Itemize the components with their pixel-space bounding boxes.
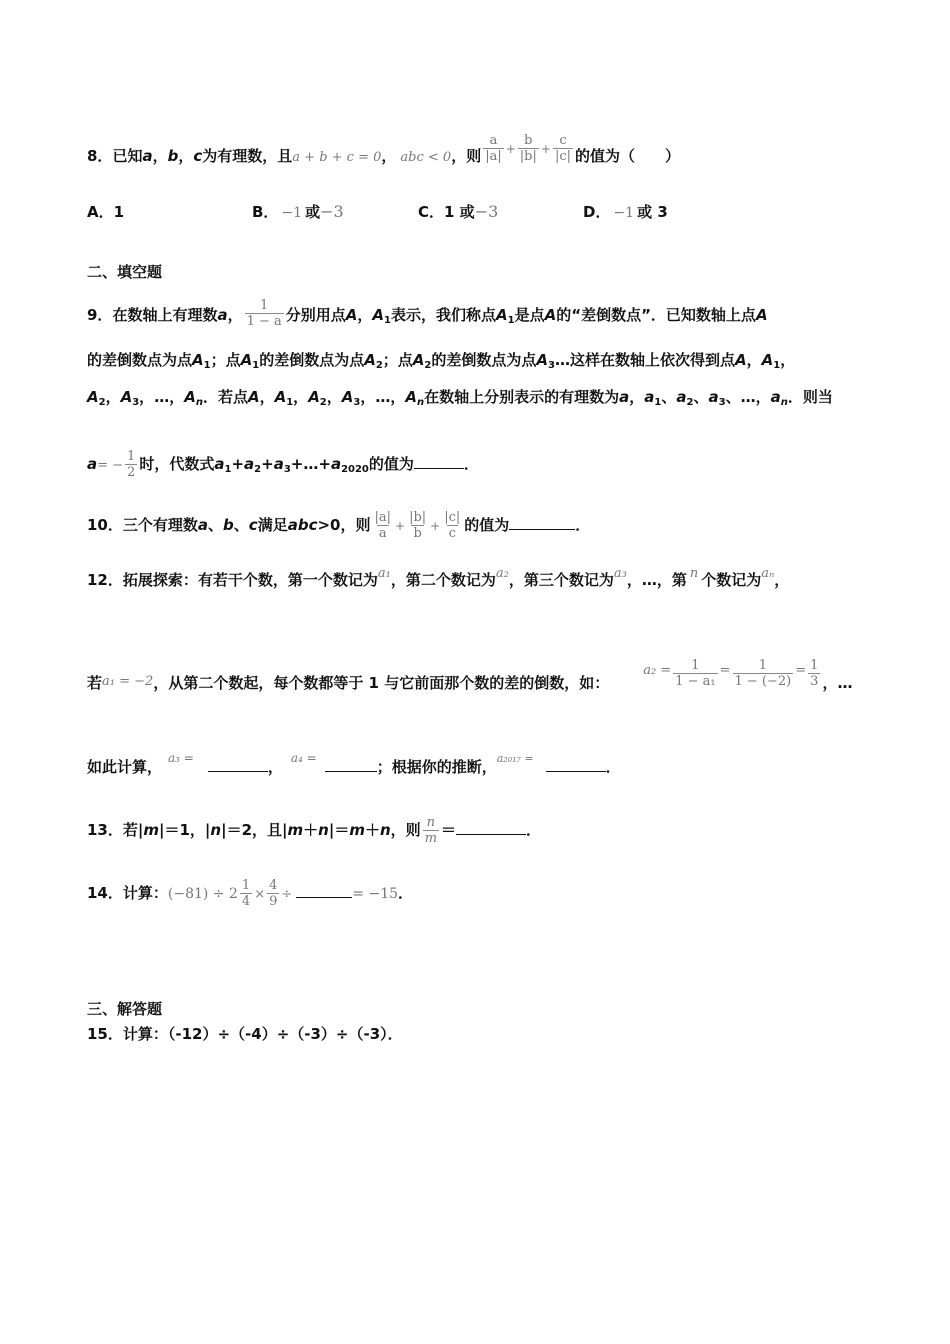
q8-number: 8． [87, 147, 113, 165]
q12-line-2: 若a₁ = −2，从第二个数起，每个数都等于 1 与它前面那个数的差的倒数，如：a₂ = $\frac{1}{\text{1 − a₁}}$ = $\frac{1}{1 - (-2)}$ = $\frac{1}{3}$ ，… [87, 658, 853, 692]
q8-fraction-c: $\frac{c}{|c|}$ [554, 133, 571, 164]
q9-answer-blank[interactable] [414, 454, 464, 469]
q9-line-3: $A_2$，$A_3$，…，$A_n$．若点A，$A_1$，$A_2$，$A_3$，…，$A_n$在数轴上分别表示的有理数为a，$a_1$、$a_2$、$a_3$、…，$a_n$．则当 [87, 388, 833, 408]
q13-line: 13．若|m|＝1，|n|＝2，且|m＋n|＝m＋n，则 $\frac{n}{m}$ ＝ ． [87, 815, 542, 846]
q12-fraction-1: $\frac{1}{\text{1 − a₁}}$ [675, 658, 716, 689]
q12-a2017-answer-blank[interactable] [546, 757, 606, 772]
q12-number: 12． [87, 571, 123, 589]
q10-fraction-a: $\frac{|a|}{a}$ [374, 510, 392, 541]
q14-fraction: $\frac{4}{9}$ [269, 878, 278, 909]
q9-fraction: $\frac{1}{1 - a}$ [246, 298, 282, 329]
q10-fraction-c: $\frac{|c|}{c}$ [444, 510, 461, 541]
q9-line-2: 的差倒数点为点$A_1$；点$A_1$的差倒数点为点$A_2$；点$A_2$的差倒数点为点$A_3\dots$这样在数轴上依次得到点A，$A_1$， [87, 351, 796, 371]
q10-fraction-b: $\frac{|b|}{b}$ [409, 510, 427, 541]
q12-fraction-2: $\frac{1}{1 - (-2)}$ [734, 658, 792, 689]
q8-option-a[interactable]: A．1 [87, 203, 125, 221]
q12-line-3: 如此计算， $^{a_3 =}$ ， $^{a_4 =}$ ；根据你的推断，$^{a_{2017} =}$ ． [87, 751, 621, 776]
q14-mixed-fraction: $\frac{1}{4}$ [241, 878, 251, 909]
section-fill-in-blank-heading: 二、填空题 [87, 263, 163, 281]
q14-line: 14．计算：(−81) ÷ 2 $\frac{1}{4}$ × $\frac{4}{9}$ ÷ = −15． [87, 878, 414, 909]
q15-line: 15．计算：（-12）÷（-4）÷（-3）÷（-3）． [87, 1025, 403, 1043]
q9-line-1: 9．在数轴上有理数a， $\frac{1}{1 - a}$ 分别用点A，$A_1$表示，我们称点$A_1$是点A的“差倒数点”．已知数轴上点A [87, 298, 768, 329]
q12-line-1: 12．拓展探索：有若干个数，第一个数记为a₁，第二个数记为a₂，第三个数记为a₃，…，第 n 个数记为aₙ， [87, 566, 790, 589]
q8-fraction-a: $\frac{a}{|a|}$ [485, 133, 502, 164]
q12-fraction-3: $\frac{1}{3}$ [810, 658, 819, 689]
q9-line-4: a= − $\frac{1}{2}$ 时，代数式$a_1+a_2+a_3+\dots+a_{2020}$的值为 ． [87, 449, 479, 480]
q15-number: 15． [87, 1025, 123, 1043]
q14-answer-blank[interactable] [296, 883, 352, 898]
q8-fraction-b: $\frac{b}{|b|}$ [519, 133, 537, 164]
q9-number: 9． [87, 306, 113, 324]
q8-condition-sum: a + b + c = 0 [292, 150, 382, 165]
q9-half-fraction: $\frac{1}{2}$ [127, 449, 136, 480]
q8-option-d[interactable]: D． −1 或 3 [583, 203, 668, 221]
q12-a4-answer-blank[interactable] [325, 757, 377, 772]
q10-number: 10． [87, 516, 123, 534]
q8-option-b[interactable]: B． −1 或−3 [252, 202, 344, 221]
q8-option-c[interactable]: C．1 或−3 [418, 202, 499, 221]
q14-number: 14． [87, 884, 123, 902]
section-solution-heading: 三、解答题 [87, 1000, 163, 1018]
q12-a3-answer-blank[interactable] [208, 757, 268, 772]
q8-line: 8．已知a，b，c为有理数，且a + b + c = 0， abc < 0，则 $\frac{a}{|a|}$ + $\frac{b}{|b|}$ + $\frac{c}{|c|}$ 的值为（ ） [87, 133, 680, 165]
q8-condition-product: abc < 0 [400, 150, 452, 165]
q13-fraction: $\frac{n}{m}$ [424, 815, 438, 846]
q10-line: 10．三个有理数a、b、c满足abc>0，则 $\frac{|a|}{a}$ + $\frac{|b|}{b}$ + $\frac{|c|}{c}$ 的值为 ． [87, 510, 591, 541]
q10-answer-blank[interactable] [509, 515, 575, 530]
q13-number: 13． [87, 821, 123, 839]
q13-answer-blank[interactable] [456, 820, 526, 835]
